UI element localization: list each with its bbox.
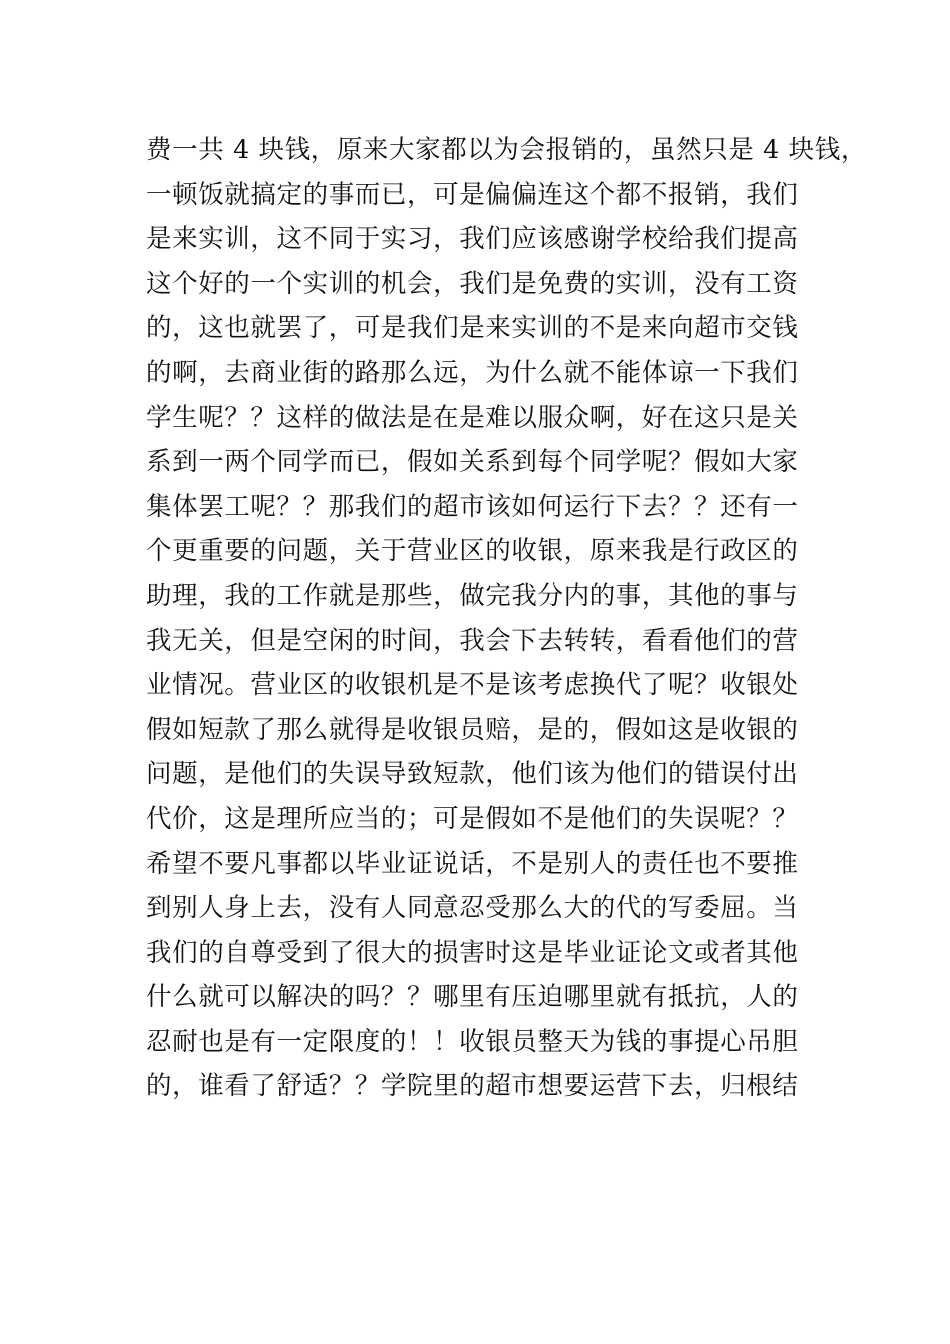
text-line: 集体罢工呢？？那我们的超市该如何运行下去？？还有一 <box>146 491 799 522</box>
text-line: 费一共 4 块钱，原来大家都以为会报销的，虽然只是 4 块钱， <box>146 135 867 165</box>
text-line: 忍耐也是有一定限度的！！收银员整天为钱的事提心吊胆 <box>146 1026 799 1057</box>
text-line: 代价，这是理所应当的；可是假如不是他们的失误呢？？ <box>146 803 799 834</box>
text-line: 个更重要的问题，关于营业区的收银，原来我是行政区的 <box>146 536 799 567</box>
text-line: 的，这也就罢了，可是我们是来实训的不是来向超市交钱 <box>146 313 799 344</box>
text-line: 是来实训，这不同于实习，我们应该感谢学校给我们提高 <box>146 224 799 255</box>
text-line: 我们的自尊受到了很大的损害时这是毕业证论文或者其他 <box>146 937 799 968</box>
text-line: 希望不要凡事都以毕业证说话，不是别人的责任也不要推 <box>146 848 799 879</box>
text-line: 我无关，但是空闲的时间，我会下去转转，看看他们的营 <box>146 625 799 656</box>
text-line: 学生呢？？这样的做法是在是难以服众啊，好在这只是关 <box>146 402 799 433</box>
text-line: 到别人身上去，没有人同意忍受那么大的代的写委屈。当 <box>146 893 799 924</box>
text-line: 的，谁看了舒适？？学院里的超市想要运营下去，归根结 <box>146 1071 799 1102</box>
text-line: 系到一两个同学而已，假如关系到每个同学呢？假如大家 <box>146 447 799 478</box>
text-line: 这个好的一个实训的机会，我们是免费的实训，没有工资 <box>146 268 799 299</box>
text-line: 的啊，去商业街的路那么远，为什么就不能体谅一下我们 <box>146 357 799 388</box>
body-text <box>146 128 867 1109</box>
text-line: 什么就可以解决的吗？？哪里有压迫哪里就有抵抗，人的 <box>146 982 799 1013</box>
text-line: 一顿饭就搞定的事而已，可是偏偏连这个都不报销，我们 <box>146 179 799 210</box>
text-line: 助理，我的工作就是那些，做完我分内的事，其他的事与 <box>146 580 799 611</box>
text-line: 问题，是他们的失误导致短款，他们该为他们的错误付出 <box>146 759 799 790</box>
text-line: 假如短款了那么就得是收银员赔，是的，假如这是收银的 <box>146 714 799 745</box>
text-line: 业情况。营业区的收银机是不是该考虑换代了呢？收银处 <box>146 670 799 701</box>
